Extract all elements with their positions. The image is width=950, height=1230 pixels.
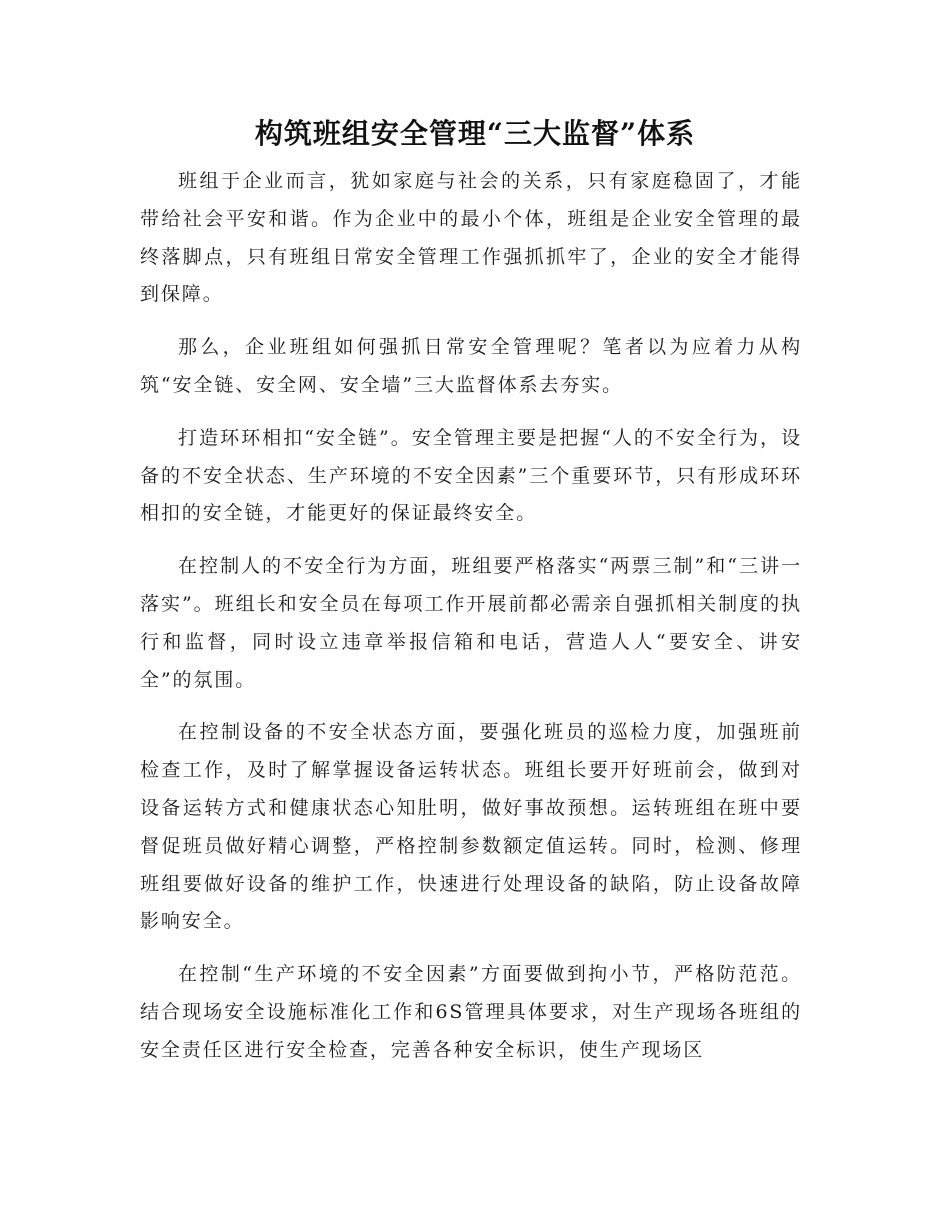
paragraph-3: 打造环环相扣“安全链”。安全管理主要是把握“人的不安全行为，设备的不安全状态、生产环境的不安全因素”三个重要环节，只有形成环环相扣的安全链，才能更好的保证最终安全。 bbox=[140, 426, 802, 525]
paragraph-5: 在控制设备的不安全状态方面，要强化班员的巡检力度，加强班前检查工作，及时了解掌握设备运转状态。班组长要开好班前会，做到对设备运转方式和健康状态心知肚明，做好事故预想。运转班组在班中要督促班员做好精心调整，严格控制参数额定值运转。同时，检测、修理班组要做好设备的维护工作，快速进行处理设备的缺陷，防止设备故障影响安全。 bbox=[140, 721, 802, 933]
paragraph-4: 在控制人的不安全行为方面，班组要严格落实“两票三制”和“三讲一落实”。班组长和安全员在每项工作开展前都必需亲自强抓相关制度的执行和监督，同时设立违章举报信箱和电话，营造人人“要安全、讲安全”的氛围。 bbox=[140, 555, 802, 691]
document-title: 构筑班组安全管理“三大监督”体系 bbox=[254, 117, 696, 150]
paragraph-2: 那么，企业班组如何强抓日常安全管理呢？笔者以为应着力从构筑“安全链、安全网、安全墙”三大监督体系去夯实。 bbox=[140, 336, 802, 396]
document-body bbox=[140, 163, 802, 1070]
paragraph-6: 在控制“生产环境的不安全因素”方面要做到拘小节，严格防范范。结合现场安全设施标准化工作和6S管理具体要求，对生产现场各班组的安全责任区进行安全检查，完善各种安全标识，使生产现场区 bbox=[140, 963, 802, 1061]
paragraph-1: 班组于企业而言，犹如家庭与社会的关系，只有家庭稳固了，才能带给社会平安和谐。作为企业中的最小个体，班组是企业安全管理的最终落脚点，只有班组日常安全管理工作强抓抓牢了，企业的安全才能得到保障。 bbox=[140, 170, 802, 306]
